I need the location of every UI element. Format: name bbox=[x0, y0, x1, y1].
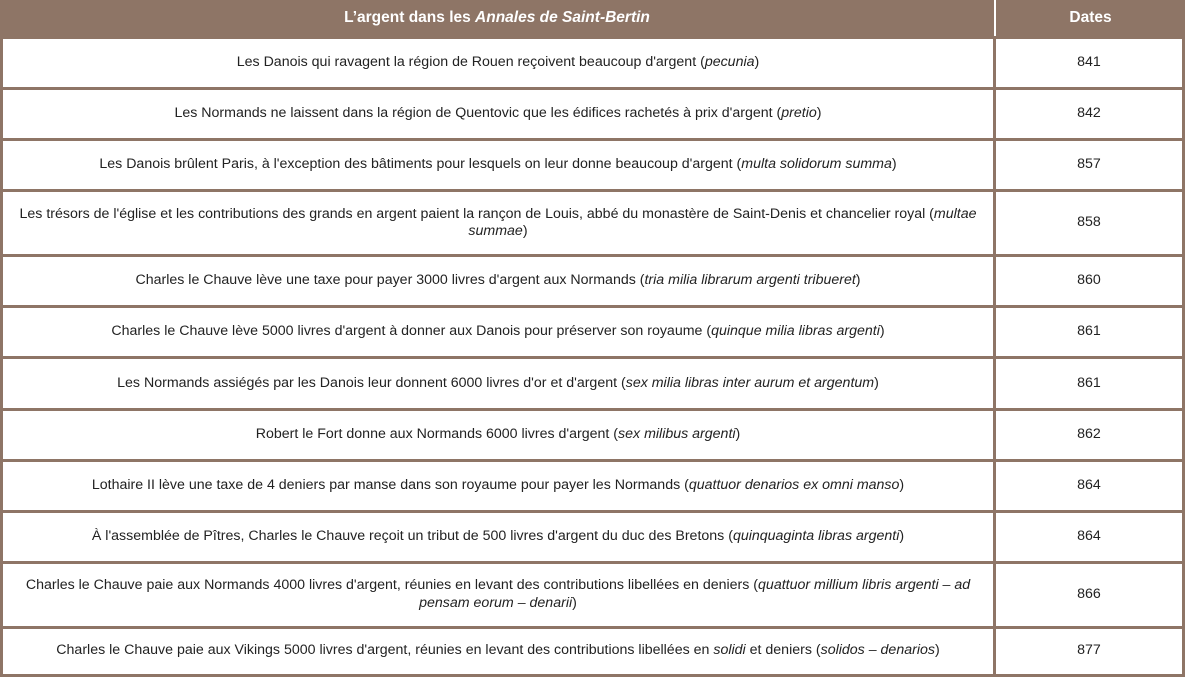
row-text: Les trésors de l'église et les contributions des grands en argent paient la rançon de Louis, abbé du monastère de Saint-Denis et chancelier royal ( bbox=[19, 205, 934, 222]
table-row bbox=[0, 561, 1185, 626]
row-description bbox=[0, 138, 996, 189]
row-latin: sex milia libras inter aurum et argentum bbox=[625, 374, 875, 391]
row-date: 857 bbox=[996, 138, 1185, 189]
row-after: ) bbox=[899, 528, 905, 545]
row-latin: pecunia bbox=[704, 54, 755, 71]
row-date: 866 bbox=[996, 561, 1185, 626]
row-after: ) bbox=[572, 594, 577, 611]
row-date: 841 bbox=[996, 36, 1185, 87]
table-row bbox=[0, 87, 1185, 138]
row-latin: tria milia librarum argenti tribueret bbox=[644, 272, 856, 289]
header-row bbox=[0, 0, 1185, 36]
row-latin: solidi bbox=[713, 642, 746, 659]
row-latin: sex milibus argenti bbox=[618, 425, 736, 442]
row-date: 864 bbox=[996, 510, 1185, 561]
row-text: Les Danois qui ravagent la région de Rouen reçoivent beaucoup d'argent ( bbox=[236, 54, 705, 71]
row-text: À l'assemblée de Pîtres, Charles le Chauve reçoit un tribut de 500 livres d'argent du duc des Bretons ( bbox=[91, 528, 733, 545]
table-row bbox=[0, 459, 1185, 510]
row-text: Lothaire II lève une taxe de 4 deniers par manse dans son royaume pour payer les Normands ( bbox=[91, 476, 689, 493]
row-description bbox=[0, 408, 996, 459]
row-description bbox=[0, 356, 996, 407]
row-description bbox=[0, 561, 996, 626]
row-after: ) bbox=[735, 425, 741, 442]
row-latin: quinquaginta libras argenti bbox=[732, 528, 900, 545]
table-row bbox=[0, 189, 1185, 254]
row-description bbox=[0, 626, 996, 677]
table-row bbox=[0, 36, 1185, 87]
row-date: 877 bbox=[996, 626, 1185, 677]
row-date: 842 bbox=[996, 87, 1185, 138]
header-description bbox=[0, 0, 996, 36]
row-latin: quinque milia libras argenti bbox=[711, 323, 880, 340]
row-date: 861 bbox=[996, 356, 1185, 407]
row-after: ) bbox=[934, 642, 940, 659]
row-after: ) bbox=[855, 272, 861, 289]
row-latin: multae summae bbox=[468, 205, 977, 240]
row-description bbox=[0, 189, 996, 254]
row-text: Charles le Chauve lève une taxe pour payer 3000 livres d'argent aux Normands ( bbox=[135, 272, 645, 289]
row-text: Les Normands ne laissent dans la région de Quentovic que les édifices rachetés à prix d'argent ( bbox=[174, 105, 782, 122]
table-row bbox=[0, 626, 1185, 677]
row-description bbox=[0, 36, 996, 87]
row-description bbox=[0, 305, 996, 356]
header-title-prefix: L’argent dans les bbox=[344, 9, 476, 26]
row-description bbox=[0, 459, 996, 510]
row-mid: et deniers ( bbox=[745, 642, 821, 659]
row-after: ) bbox=[816, 105, 822, 122]
row-after: ) bbox=[879, 323, 885, 340]
row-latin-2: solidos – denarios bbox=[820, 642, 935, 659]
row-text: Charles le Chauve lève 5000 livres d'argent à donner aux Danois pour préserver son royaume ( bbox=[111, 323, 712, 340]
row-description bbox=[0, 87, 996, 138]
row-text: Charles le Chauve paie aux Vikings 5000 livres d'argent, réunies en levant des contributions libellées en bbox=[56, 642, 714, 659]
row-latin: pretio bbox=[781, 105, 817, 122]
row-after: ) bbox=[891, 156, 897, 173]
row-after: ) bbox=[874, 374, 879, 391]
row-text: Charles le Chauve paie aux Normands 4000 livres d'argent, réunies en levant des contributions libellées en deniers ( bbox=[25, 577, 759, 594]
row-text: Robert le Fort donne aux Normands 6000 livres d'argent ( bbox=[255, 425, 619, 442]
header-dates: Dates bbox=[996, 0, 1185, 36]
table-row bbox=[0, 408, 1185, 459]
header-title-italic: Annales de Saint-Bertin bbox=[475, 9, 650, 26]
table-row bbox=[0, 138, 1185, 189]
table-row bbox=[0, 356, 1185, 407]
row-date: 860 bbox=[996, 254, 1185, 305]
row-latin: quattuor millium libris argenti – ad pensam eorum – denarii bbox=[419, 577, 971, 611]
row-description bbox=[0, 254, 996, 305]
row-after: ) bbox=[754, 54, 760, 71]
row-date: 861 bbox=[996, 305, 1185, 356]
row-date: 858 bbox=[996, 189, 1185, 254]
table-row bbox=[0, 510, 1185, 561]
row-date: 864 bbox=[996, 459, 1185, 510]
table-row bbox=[0, 254, 1185, 305]
row-latin: multa solidorum summa bbox=[741, 156, 892, 173]
row-date: 862 bbox=[996, 408, 1185, 459]
row-after: ) bbox=[899, 476, 905, 493]
row-text: Les Normands assiégés par les Danois leur donnent 6000 livres d'or et d'argent ( bbox=[117, 374, 626, 391]
row-description bbox=[0, 510, 996, 561]
row-latin: quattuor denarios ex omni manso bbox=[688, 476, 900, 493]
table-row bbox=[0, 305, 1185, 356]
row-after: ) bbox=[522, 223, 528, 240]
row-text: Les Danois brûlent Paris, à l'exception des bâtiments pour lesquels on leur donne beaucoup d'argent ( bbox=[99, 156, 742, 173]
